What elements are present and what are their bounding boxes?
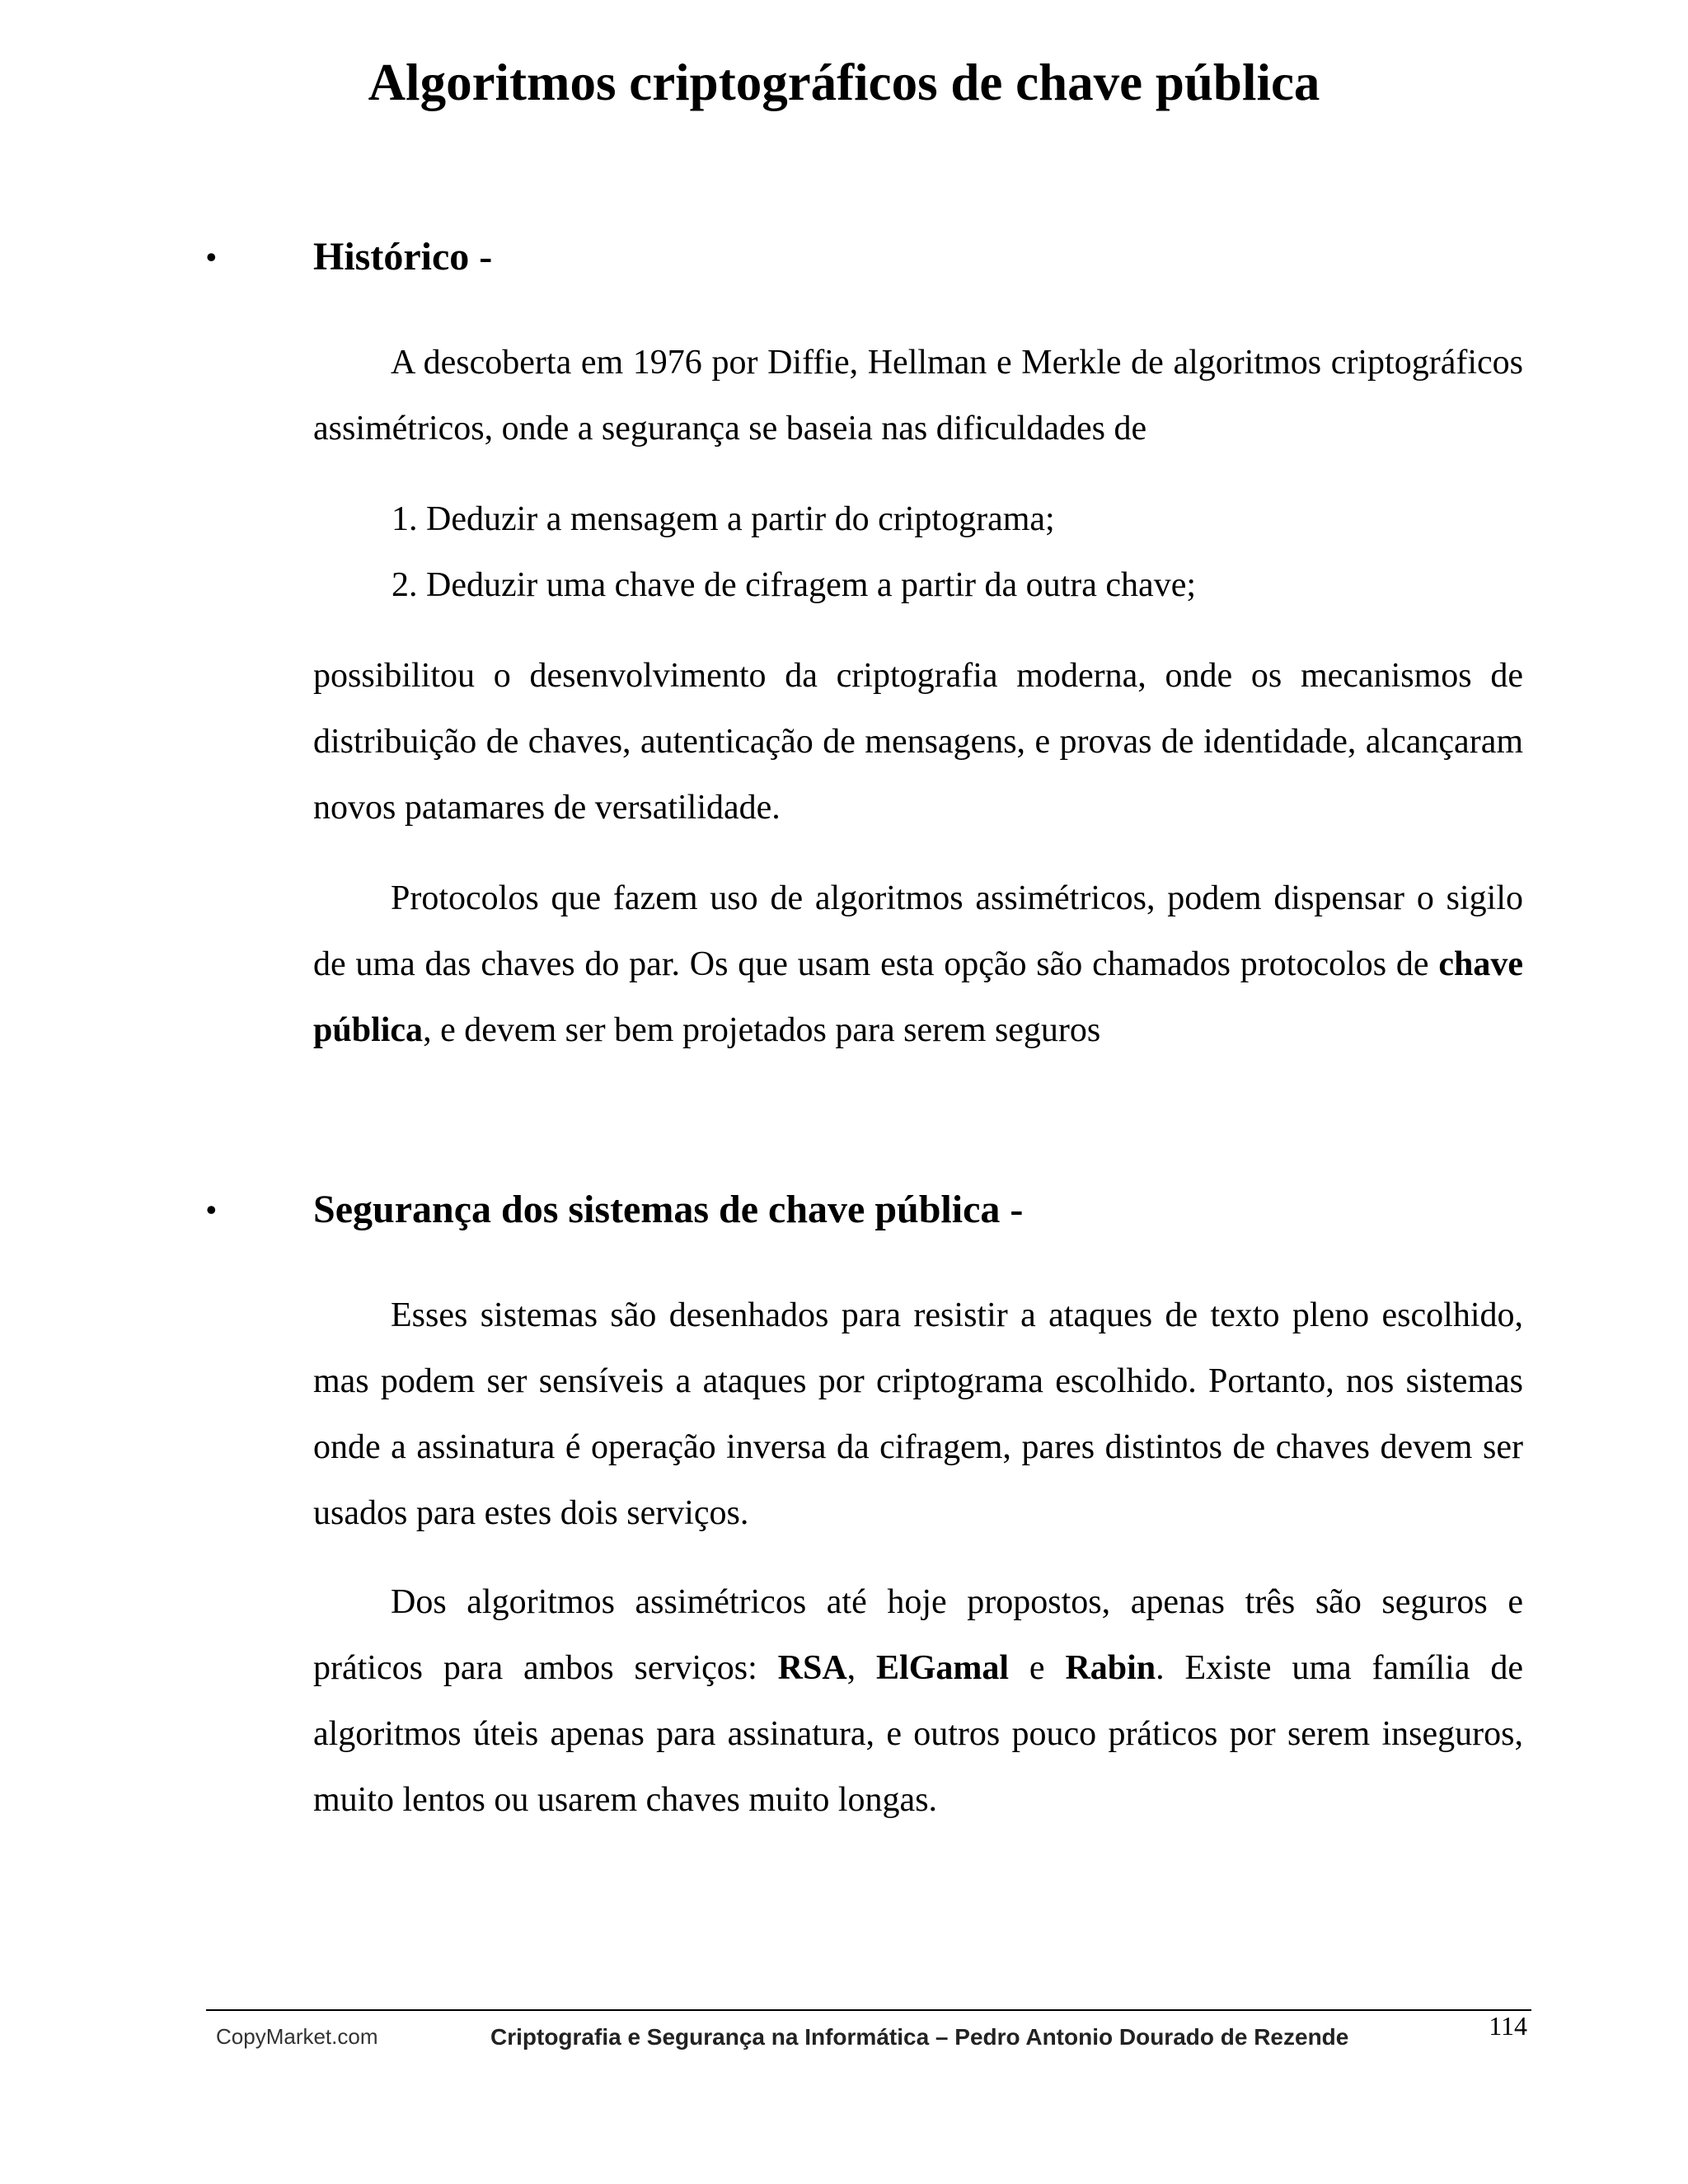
bullet-icon: • <box>206 241 217 274</box>
footer-book-title: Criptografia e Segurança na Informática – Pedro Antonio Dourado de Rezende <box>490 2024 1349 2050</box>
paragraph-text: A descoberta em 1976 por Diffie, Hellman e Merkle de algoritmos criptográficos assimétricos, onde a segurança se baseia nas dificuldades de <box>313 344 1523 448</box>
footer-divider <box>206 2009 1531 2011</box>
bold-term-rsa: RSA <box>777 1649 847 1687</box>
text-run: Dos algoritmos assimétricos até hoje propostos, apenas três são seguros e práticos para ambos serviços: <box>313 1583 1523 1687</box>
text-run: , e devem ser bem projetados para serem seguros <box>423 1011 1101 1049</box>
list-item: 1. Deduzir a mensagem a partir do criptograma; <box>392 500 1055 538</box>
bullet-icon: • <box>206 1193 217 1226</box>
text-run: , <box>846 1649 877 1687</box>
page-number: 114 <box>1489 2011 1527 2041</box>
text-run: . Existe uma família de algoritmos úteis apenas para assinatura, e outros pouco práticos por serem inseguros, muito lentos ou usarem chaves muito longas. <box>313 1649 1523 1819</box>
footer-publisher: CopyMarket.com <box>216 2024 378 2049</box>
paragraph-historico-intro <box>313 330 1523 462</box>
numbered-list <box>392 486 1529 618</box>
paragraph-text <box>313 865 1523 1063</box>
text-run: e <box>1009 1649 1066 1687</box>
paragraph-historico-result <box>313 643 1523 841</box>
bold-term-chave-publica: chave pública <box>313 945 1523 1049</box>
section-heading-text: Segurança dos sistemas de chave pública - <box>313 1188 1024 1231</box>
paragraph-text <box>313 1569 1523 1833</box>
paragraph-text: possibilitou o desenvolvimento da criptografia moderna, onde os mecanismos de distribuição de chaves, autenticação de mensagens, e provas de identidade, alcançaram novos patamares de versatilidade. <box>313 657 1523 827</box>
paragraph-seguranca-algorithms <box>313 1569 1523 1833</box>
paragraph-text: Esses sistemas são desenhados para resistir a ataques de texto pleno escolhido, mas podem ser sensíveis a ataques por criptograma escolhido. Portanto, nos sistemas onde a assinatura é operação inversa da cifragem, pares distintos de chaves devem ser usados para estes dois serviços. <box>313 1296 1523 1532</box>
text-run: Protocolos que fazem uso de algoritmos assimétricos, podem dispensar o sigilo de uma das chaves do par. Os que usam esta opção são chamados protocolos de <box>313 879 1523 983</box>
page-title: Algoritmos criptográficos de chave pública <box>368 54 1320 111</box>
section-heading-text: Histórico - <box>313 235 493 279</box>
paragraph-historico-protocols <box>313 865 1523 1063</box>
list-item: 2. Deduzir uma chave de cifragem a partir da outra chave; <box>392 566 1197 604</box>
paragraph-seguranca-intro <box>313 1282 1523 1546</box>
bold-term-rabin: Rabin <box>1065 1649 1156 1687</box>
bold-term-elgamal: ElGamal <box>876 1649 1010 1687</box>
